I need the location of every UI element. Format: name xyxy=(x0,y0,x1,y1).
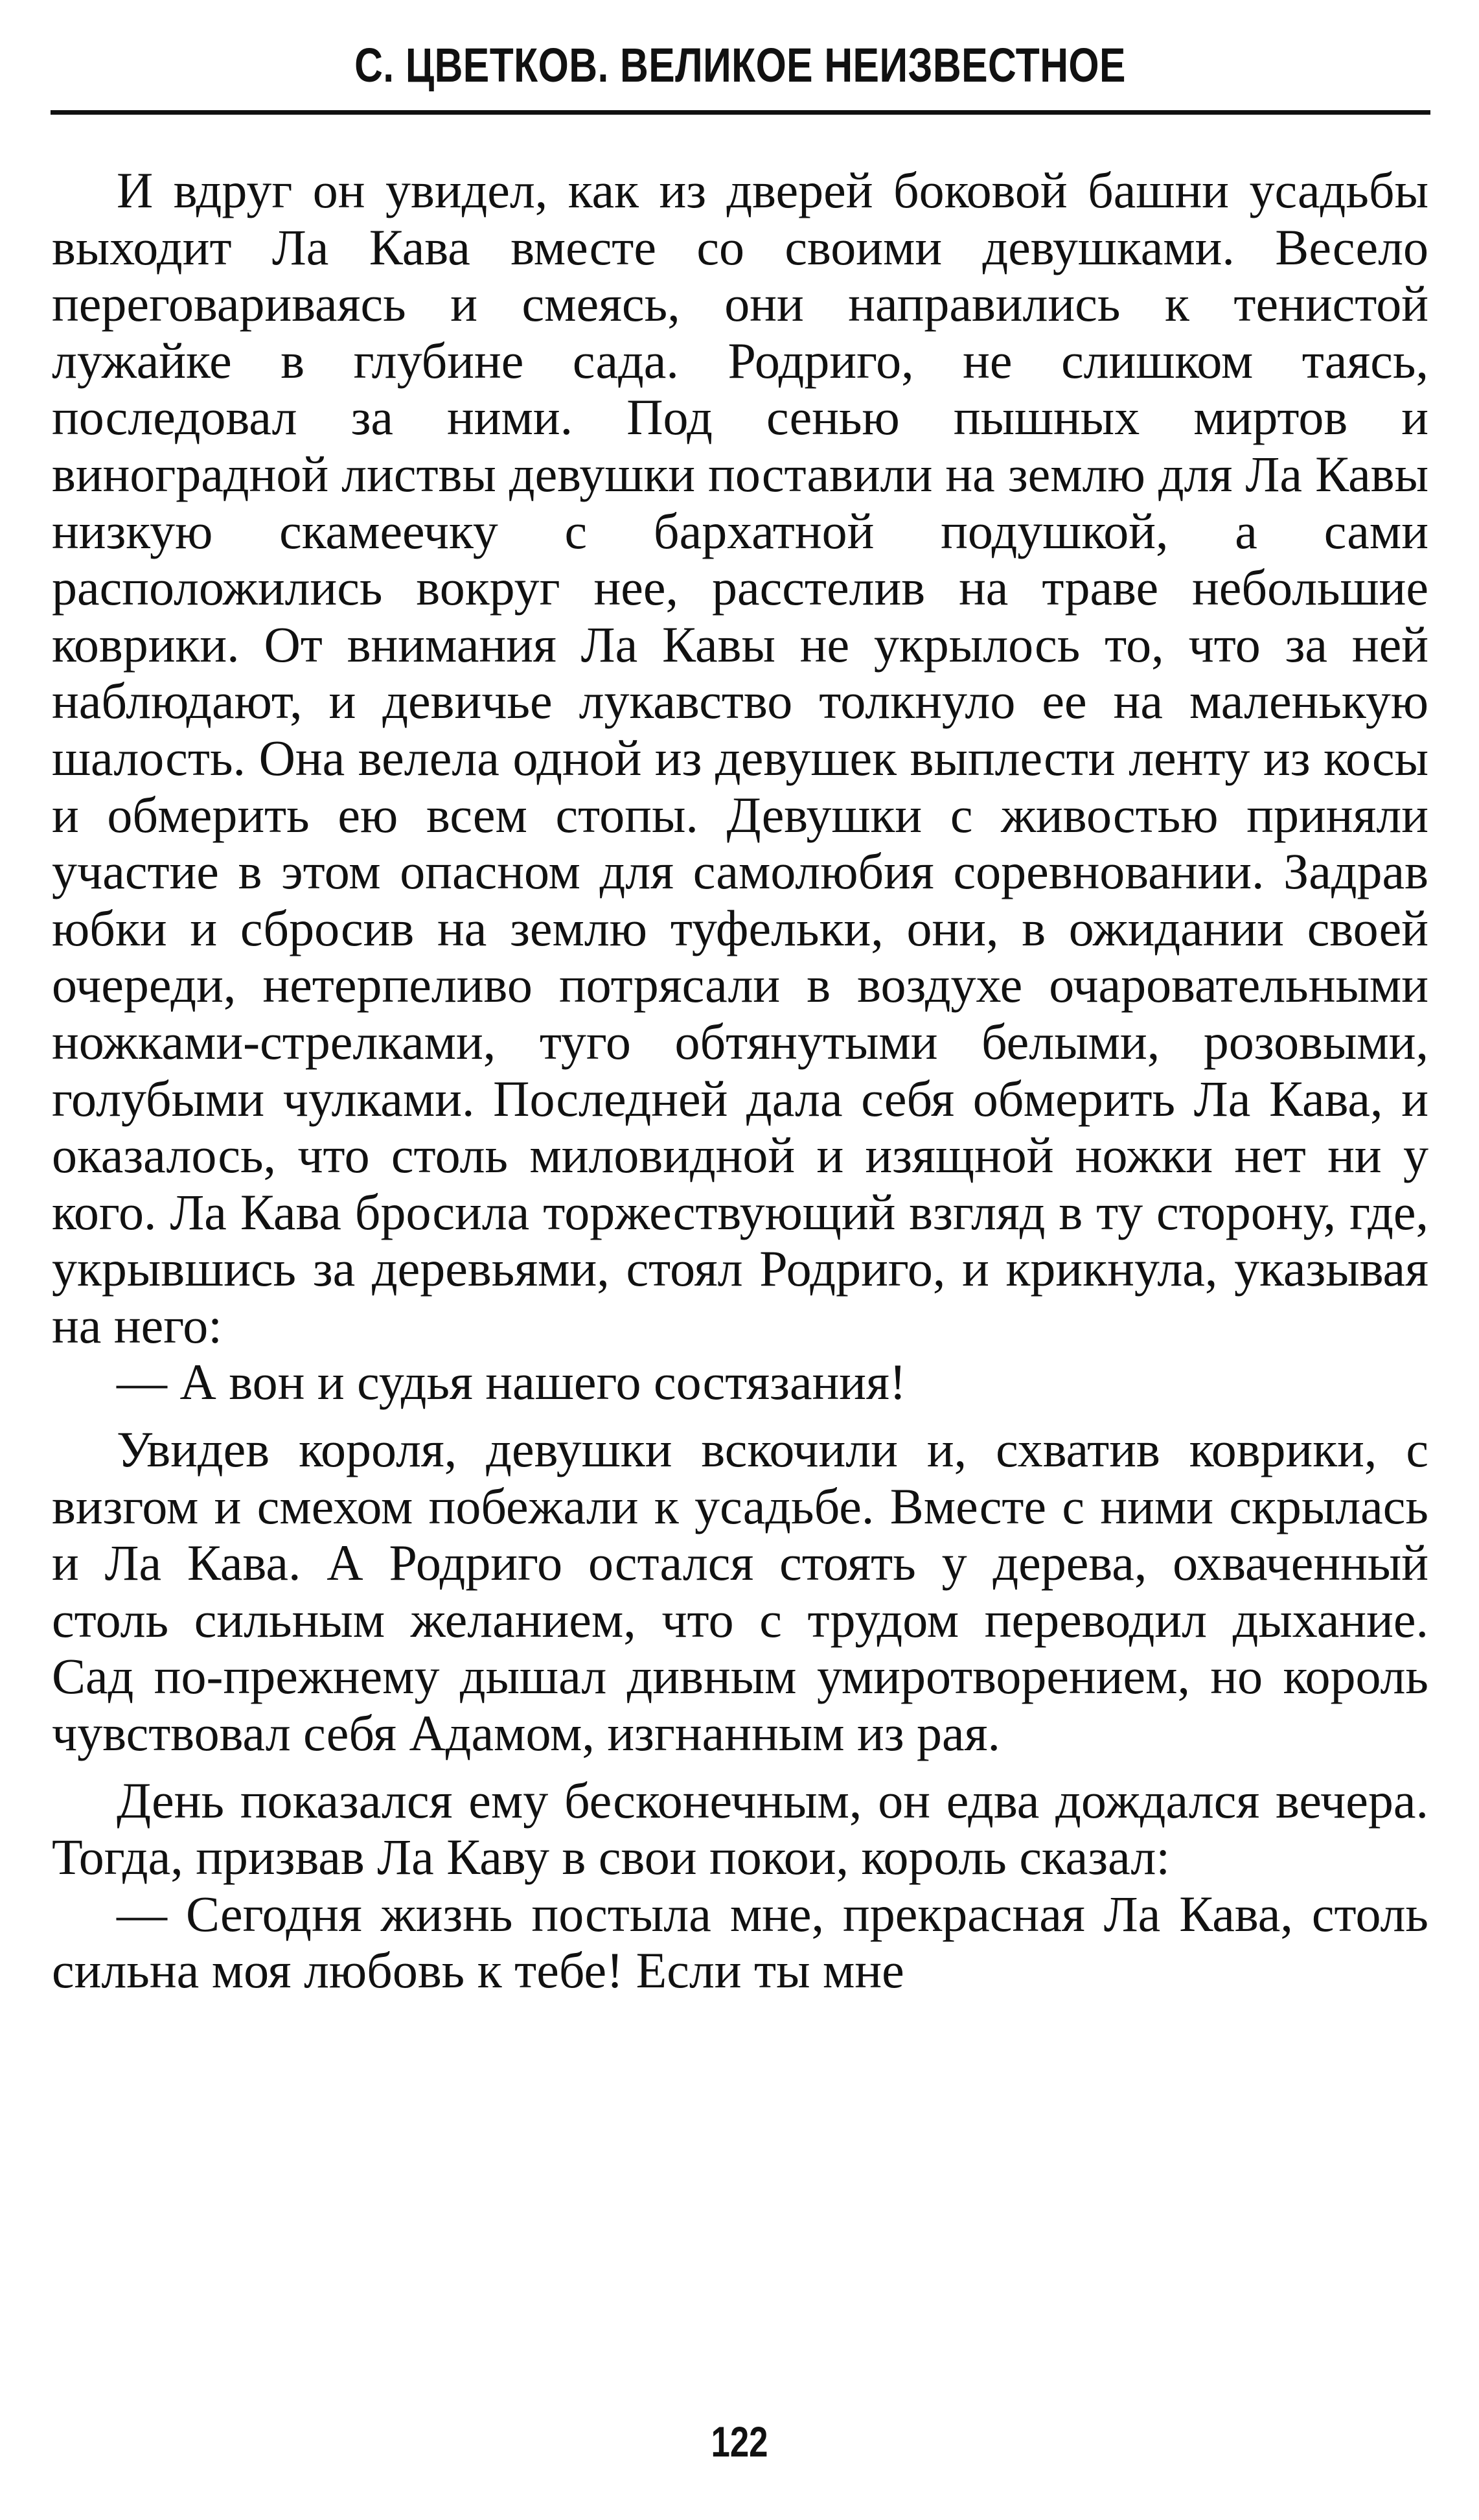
header-rule xyxy=(51,110,1430,115)
paragraph-5-dialogue: — Сегодня жизнь постыла мне, прекрасная Ла Кава, столь сильна моя любовь к тебе! Если ты мне xyxy=(52,1885,1428,1999)
page-number: 122 xyxy=(711,2418,768,2466)
paragraph-2-dialogue: — А вон и судья нашего состязания! xyxy=(117,1354,906,1411)
body-text xyxy=(52,162,1428,1999)
paragraph-4: День показался ему бесконечным, он едва дождался вечера. Тогда, призвав Ла Каву в свои покои, король сказал: xyxy=(52,1772,1428,1886)
paragraph-1: И вдруг он увидел, как из дверей боковой башни усадьбы выходит Ла Кава вместе со своими девушками. Весело переговариваясь и смеясь, они направились к тенистой лужайке в глубине сада. Родриго, не слишком таясь, последовал за ними. Под сенью пышных миртов и виноградной листвы девушки поставили на землю для Ла Кавы низкую скамеечку с бархатной подушкой, а сами расположились вокруг нее, расстелив на траве небольшие коврики. От внимания Ла Кавы не укрылось то, что за ней наблюдают, и девичье лукавство толкнуло ее на маленькую шалость. Она велела одной из девушек выплести ленту из косы и обмерить ею всем стопы. Девушки с живостью приняли участие в этом опасном для самолюбия соревновании. Задрав юбки и сбросив на землю туфельки, они, в ожидании своей очереди, нетерпеливо потрясали в воздухе очаровательными ножками-стрелками, туго обтянутыми белыми, розовыми, голубыми чулками. Последней дала себя обмерить Ла Кава, и оказалось, что столь миловидной и изящной ножки нет ни у кого. Ла Кава бросила торжествующий взгляд в ту сторону, где, укрывшись за деревьями, стоял Родриго, и крикнула, указывая на него: xyxy=(52,162,1428,1354)
paragraph-3: Увидев короля, девушки вскочили и, схватив коврики, с визгом и смехом побежали к усадьбе. Вместе с ними скрылась и Ла Кава. А Родриго остался стоять у дерева, охваченный столь сильным желанием, что с трудом переводил дыхание. Сад по-прежнему дышал дивным умиротворением, но король чувствовал себя Адамом, изгнанным из рая. xyxy=(52,1421,1428,1762)
running-head-title: С. ЦВЕТКОВ. ВЕЛИКОЕ НЕИЗВЕСТНОЕ xyxy=(354,38,1126,92)
